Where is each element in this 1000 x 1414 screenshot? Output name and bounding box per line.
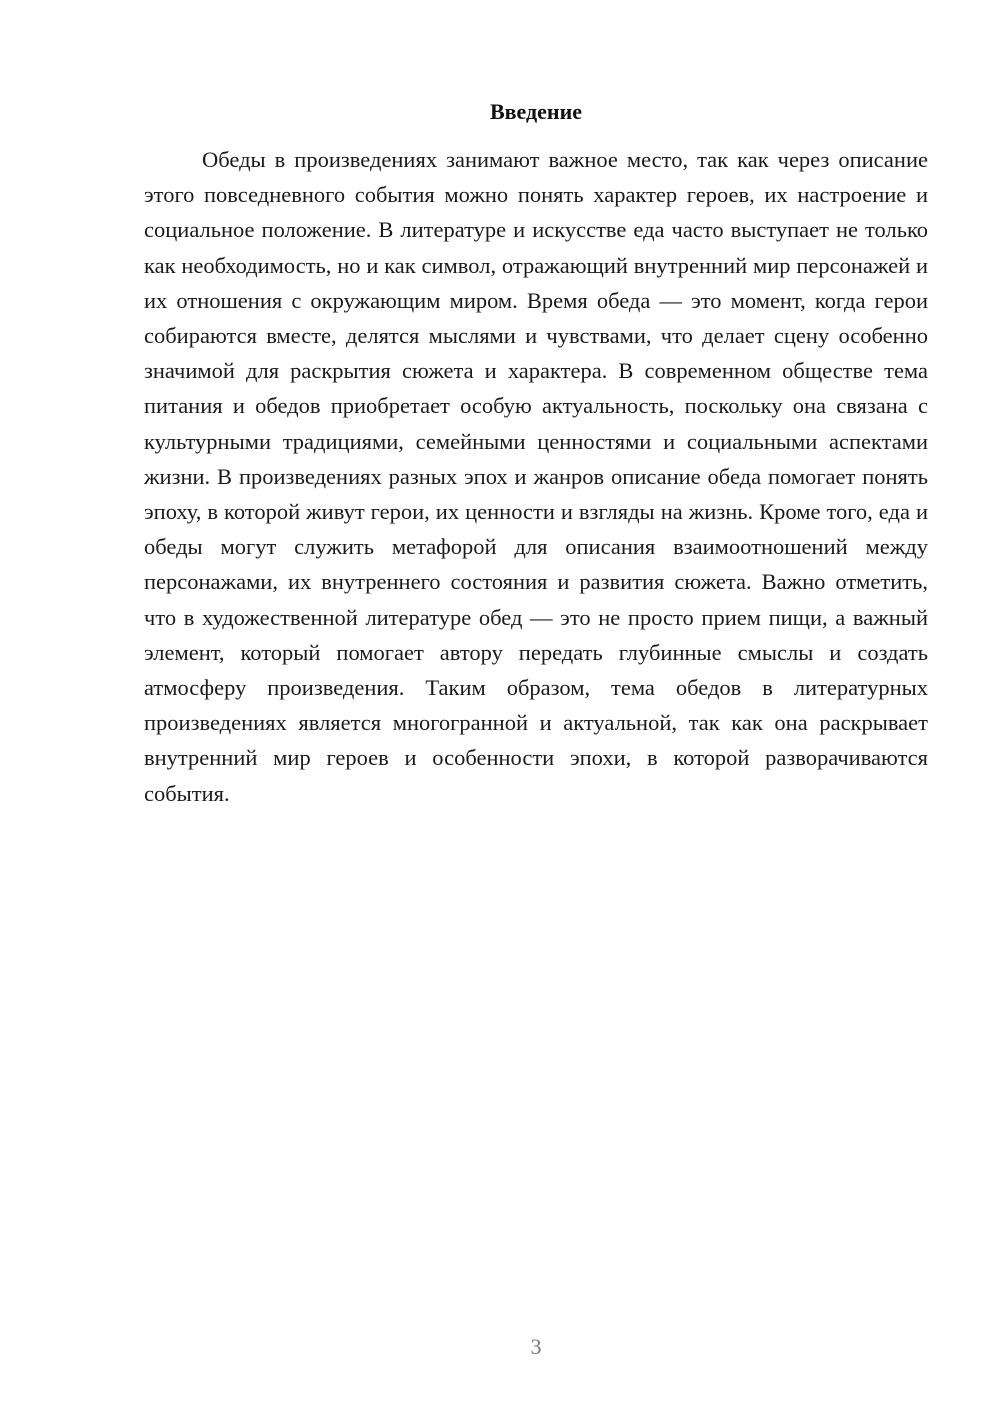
body-paragraph: Обеды в произведениях занимают важное место, так как через описание этого повседневного события можно понять характер героев, их настроение и социальное положение. В литературе и искусстве еда часто выступает не только как необходимость, но и как символ, отражающий внутренний мир персонажей и их отношения с окружающим миром. Время обеда — это момент, когда герои собираются вместе, делятся мыслями и чувствами, что делает сцену особенно значимой для раскрытия сюжета и характера. В современном обществе тема питания и обедов приобретает особую актуальность, поскольку она связана с культурными традициями, семейными ценностями и социальными аспектами жизни. В произведениях разных эпох и жанров описание обеда помогает понять эпоху, в которой живут герои, их ценности и взгляды на жизнь. Кроме того, еда и обеды могут служить метафорой для описания взаимоотношений между персонажами, их внутреннего состояния и развития сюжета. Важно отметить, что в художественной литературе обед — это не просто прием пищи, а важный элемент, который помогает автору передать глубинные смыслы и создать атмосферу произведения. Таким образом, тема обедов в литературных произведениях является многогранной и актуальной, так как она раскрывает внутренний мир героев и особенности эпохи, в которой разворачиваются события. xyxy=(144,147,928,806)
section-heading: Введение xyxy=(489,99,583,124)
page-number: 3 xyxy=(530,1334,542,1359)
